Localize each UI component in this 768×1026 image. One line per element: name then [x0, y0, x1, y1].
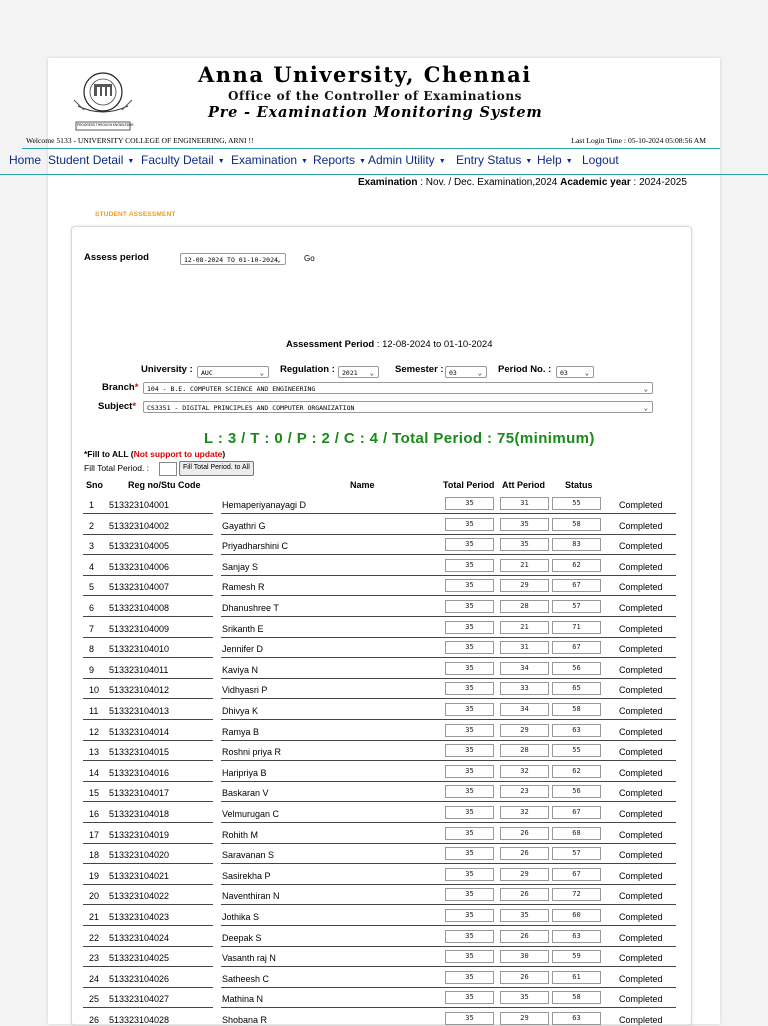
att-period-input[interactable]: 29 — [500, 868, 549, 881]
page-container — [9, 58, 720, 1025]
exam-info: Examination : Nov. / Dec. Examination,2024 Academic year : 2024-2025 — [358, 177, 687, 188]
row-name: Naventhiran N — [222, 891, 280, 902]
row-status: Completed — [619, 664, 663, 675]
table-row — [81, 824, 677, 844]
total-period-input[interactable]: 35 — [445, 703, 494, 716]
row-reg: 513323104002 — [109, 520, 170, 531]
table-row — [81, 968, 677, 988]
status-value-input[interactable]: 68 — [552, 827, 601, 840]
row-reg: 513323104027 — [109, 994, 170, 1005]
att-period-input[interactable]: 26 — [500, 847, 549, 860]
row-sno: 16 — [89, 809, 100, 819]
total-period-input[interactable]: 35 — [445, 559, 494, 572]
status-value-input[interactable]: 67 — [552, 641, 601, 654]
status-value-input[interactable]: 59 — [552, 950, 601, 963]
att-period-input[interactable]: 28 — [500, 744, 549, 757]
table-row — [81, 721, 677, 741]
status-value-input[interactable]: 62 — [552, 559, 601, 572]
status-value-input[interactable]: 62 — [552, 765, 601, 778]
total-period-input[interactable]: 35 — [445, 950, 494, 963]
row-status: Completed — [619, 870, 663, 881]
table-row — [81, 803, 677, 823]
total-period-input[interactable]: 35 — [445, 785, 494, 798]
semester-label: Semester : — [395, 364, 444, 375]
row-sno: 23 — [89, 953, 100, 964]
table-row — [81, 782, 677, 802]
att-period-input[interactable]: 29 — [500, 1012, 549, 1025]
status-value-input[interactable]: 71 — [552, 621, 601, 634]
row-status: Completed — [619, 726, 663, 737]
nav-entry-status[interactable]: Entry Status ▼ — [456, 153, 533, 167]
row-sno: 1 — [89, 500, 95, 510]
att-period-input[interactable]: 26 — [500, 888, 549, 901]
period-no-label: Period No. : — [498, 364, 552, 375]
row-sno: 13 — [89, 747, 100, 758]
table-row — [81, 927, 677, 947]
nav-admin-utility[interactable]: Admin Utility ▼ — [368, 153, 446, 167]
status-value-input[interactable]: 55 — [552, 744, 601, 757]
att-period-input[interactable]: 35 — [500, 909, 549, 922]
row-reg: 513323104016 — [109, 767, 170, 778]
system-title: Pre - Examination Monitoring System — [208, 104, 543, 121]
welcome-bar — [22, 134, 720, 149]
row-reg: 513323104009 — [109, 623, 170, 634]
row-reg: 513323104022 — [109, 891, 170, 902]
row-sno: 12 — [89, 726, 100, 737]
total-period-input[interactable]: 35 — [445, 1012, 494, 1025]
table-row — [81, 844, 677, 864]
fill-all-note: *Fill to ALL (Not support to update) — [84, 449, 226, 459]
row-name: Sanjay S — [222, 561, 259, 572]
row-name: Rohith M — [222, 829, 259, 840]
table-row — [81, 741, 677, 761]
row-sno: 7 — [89, 623, 95, 634]
row-sno: 9 — [89, 664, 95, 675]
header-status: Status — [565, 480, 593, 490]
row-status: Completed — [619, 706, 663, 716]
status-value-input[interactable]: 63 — [552, 1012, 601, 1025]
status-value-input[interactable]: 65 — [552, 682, 601, 695]
chevron-down-icon: ⌄ — [584, 369, 589, 377]
total-period-input[interactable]: 35 — [445, 497, 494, 510]
branch-label: Branch* — [102, 382, 139, 393]
total-period-input[interactable]: 35 — [445, 971, 494, 984]
table-row — [81, 865, 677, 885]
ltpc-summary: L : 3 / T : 0 / P : 2 / C : 4 / Total Period : 75(minimum) — [204, 430, 595, 447]
table-row — [81, 494, 677, 514]
att-period-input[interactable]: 35 — [500, 518, 549, 531]
row-name: Velmurugan C — [222, 809, 280, 819]
row-name: Shobana R — [222, 1015, 268, 1025]
row-name: Haripriya B — [222, 767, 267, 778]
fill-total-button[interactable]: Fill Total Period. to All — [179, 461, 254, 476]
row-reg: 513323104013 — [109, 706, 170, 716]
chevron-down-icon: ▼ — [359, 158, 366, 165]
assess-period-label: Assess period — [84, 252, 149, 263]
section-title: STUDENT ASSESSMENT — [95, 211, 176, 218]
row-status: Completed — [619, 829, 663, 840]
table-row — [81, 535, 677, 555]
att-period-input[interactable]: 34 — [500, 662, 549, 675]
header-att: Att Period — [502, 480, 546, 490]
period-no-select[interactable]: 03 ⌄ — [556, 366, 594, 378]
table-row — [81, 576, 677, 596]
last-login-text: Last Login Time : 05-10-2024 05:08:56 AM — [571, 136, 706, 145]
att-period-input[interactable]: 31 — [500, 641, 549, 654]
table-row — [81, 906, 677, 926]
total-period-input[interactable]: 35 — [445, 744, 494, 757]
row-sno: 17 — [89, 829, 100, 840]
status-value-input[interactable]: 63 — [552, 724, 601, 737]
row-name: Deepak S — [222, 932, 262, 943]
row-status: Completed — [619, 623, 663, 634]
semester-select[interactable]: 03 ⌄ — [445, 366, 487, 378]
total-period-input[interactable]: 35 — [445, 538, 494, 551]
total-period-input[interactable]: 35 — [445, 765, 494, 778]
status-value-input[interactable]: 56 — [552, 662, 601, 675]
table-row — [81, 597, 677, 617]
table-row — [81, 988, 677, 1008]
row-reg: 513323104012 — [109, 685, 170, 696]
row-name: Mathina N — [222, 994, 264, 1005]
assess-period-select[interactable]: 12-08-2024 TO 01-10-2024 ⌄ — [180, 253, 286, 265]
nav-reports[interactable]: Reports ▼ — [313, 153, 366, 167]
row-status: Completed — [619, 500, 663, 510]
table-row — [81, 885, 677, 905]
row-status: Completed — [619, 685, 663, 696]
chevron-down-icon: ▼ — [127, 158, 135, 165]
page-header — [26, 58, 720, 145]
att-period-input[interactable]: 29 — [500, 579, 549, 592]
table-row — [81, 659, 677, 679]
nav-examination[interactable]: Examination ▼ — [231, 153, 308, 167]
status-value-input[interactable]: 67 — [552, 868, 601, 881]
total-period-input[interactable]: 35 — [445, 991, 494, 1004]
att-period-input[interactable]: 32 — [500, 806, 549, 819]
total-period-input[interactable]: 35 — [445, 724, 494, 737]
row-sno: 21 — [89, 912, 100, 922]
row-name: Gayathri G — [222, 520, 266, 531]
status-value-input[interactable]: 56 — [552, 785, 601, 798]
total-period-input[interactable]: 35 — [445, 888, 494, 901]
row-status: Completed — [619, 582, 663, 593]
row-name: Dhivya K — [222, 706, 259, 716]
row-sno: 10 — [89, 685, 100, 696]
row-name: Priyadharshini C — [222, 541, 289, 552]
total-period-input[interactable]: 35 — [445, 868, 494, 881]
status-value-input[interactable]: 67 — [552, 579, 601, 592]
status-value-input[interactable]: 83 — [552, 538, 601, 551]
status-value-input[interactable]: 57 — [552, 600, 601, 613]
office-subtitle: Office of the Controller of Examinations — [228, 89, 523, 103]
status-value-input[interactable]: 61 — [552, 971, 601, 984]
att-period-input[interactable]: 35 — [500, 538, 549, 551]
table-row — [81, 638, 677, 658]
row-status: Completed — [619, 912, 663, 922]
chevron-down-icon: ▼ — [217, 158, 225, 165]
status-value-input[interactable]: 58 — [552, 991, 601, 1004]
chevron-down-icon: ⌄ — [643, 385, 648, 393]
row-reg: 513323104005 — [109, 541, 170, 552]
status-value-input[interactable]: 67 — [552, 806, 601, 819]
total-period-input[interactable]: 35 — [445, 930, 494, 943]
row-reg: 513323104011 — [109, 664, 169, 675]
row-sno: 4 — [89, 561, 95, 572]
fill-total-label: Fill Total Period. : — [84, 463, 150, 473]
row-sno: 11 — [89, 706, 99, 716]
row-status: Completed — [619, 891, 663, 902]
table-row — [81, 700, 677, 720]
status-value-input[interactable]: 72 — [552, 888, 601, 901]
subject-select[interactable]: CS3351 - DIGITAL PRINCIPLES AND COMPUTER ORGANIZATION ⌄ — [143, 401, 653, 413]
university-label: University : — [141, 364, 193, 375]
att-period-input[interactable]: 26 — [500, 827, 549, 840]
row-name: Baskaran V — [222, 788, 269, 799]
regulation-label: Regulation : — [280, 364, 335, 375]
row-sno: 26 — [89, 1015, 100, 1025]
att-period-input[interactable]: 33 — [500, 682, 549, 695]
status-value-input[interactable]: 55 — [552, 497, 601, 510]
table-row — [81, 556, 677, 576]
branch-select[interactable]: 104 - B.E. COMPUTER SCIENCE AND ENGINEERING ⌄ — [143, 382, 653, 394]
row-reg: 513323104008 — [109, 603, 170, 613]
chevron-down-icon: ⌄ — [276, 256, 281, 264]
chevron-down-icon: ▼ — [301, 158, 308, 165]
row-sno: 2 — [89, 520, 95, 531]
row-sno: 25 — [89, 994, 100, 1005]
total-period-input[interactable]: 35 — [445, 806, 494, 819]
table-row — [81, 1009, 677, 1026]
row-name: Jennifer D — [222, 644, 264, 655]
chevron-down-icon: ▼ — [438, 158, 446, 165]
table-row — [81, 947, 677, 967]
row-status: Completed — [619, 520, 663, 531]
row-reg: 513323104001 — [109, 500, 170, 510]
regulation-select[interactable]: 2021 ⌄ — [338, 366, 379, 378]
row-reg: 513323104014 — [109, 726, 170, 737]
chevron-down-icon: ⌄ — [259, 369, 264, 377]
att-period-input[interactable]: 23 — [500, 785, 549, 798]
row-status: Completed — [619, 541, 663, 552]
table-row — [81, 515, 677, 535]
row-reg: 513323104017 — [109, 788, 170, 799]
row-status: Completed — [619, 788, 663, 799]
att-period-input[interactable]: 31 — [500, 497, 549, 510]
row-status: Completed — [619, 973, 663, 984]
row-name: Saravanan S — [222, 850, 275, 861]
row-status: Completed — [619, 994, 663, 1005]
row-name: Jothika S — [222, 912, 260, 922]
row-sno: 15 — [89, 788, 100, 799]
row-reg: 513323104007 — [109, 582, 170, 593]
total-period-input[interactable]: 35 — [445, 662, 494, 675]
row-status: Completed — [619, 809, 663, 819]
row-sno: 19 — [89, 870, 100, 881]
row-name: Sasirekha P — [222, 870, 271, 881]
row-status: Completed — [619, 644, 663, 655]
assessment-panel — [71, 226, 692, 1026]
nav-home[interactable]: Home — [9, 153, 42, 167]
att-period-input[interactable]: 32 — [500, 765, 549, 778]
row-status: Completed — [619, 603, 663, 613]
nav-help[interactable]: Help ▼ — [537, 153, 573, 167]
header-name: Name — [350, 480, 375, 490]
row-reg: 513323104025 — [109, 953, 170, 964]
row-reg: 513323104015 — [109, 747, 170, 758]
row-status: Completed — [619, 953, 663, 964]
row-status: Completed — [619, 747, 663, 758]
subject-label: Subject* — [98, 401, 137, 412]
row-name: Srikanth E — [222, 623, 264, 634]
row-reg: 513323104024 — [109, 932, 170, 943]
row-sno: 22 — [89, 932, 100, 943]
total-period-input[interactable]: 35 — [445, 600, 494, 613]
table-row — [81, 618, 677, 638]
header-reg: Reg no/Stu Code — [128, 480, 201, 490]
att-period-input[interactable]: 21 — [500, 559, 549, 572]
total-period-input[interactable]: 35 — [445, 579, 494, 592]
row-reg: 513323104023 — [109, 912, 170, 922]
table-row — [81, 679, 677, 699]
nav-logout[interactable]: Logout — [582, 153, 619, 167]
welcome-text: Welcome 5133 - UNIVERSITY COLLEGE OF ENGINEERING, ARNI !! — [26, 136, 254, 145]
status-value-input[interactable]: 63 — [552, 930, 601, 943]
total-period-input[interactable]: 35 — [445, 909, 494, 922]
status-value-input[interactable]: 58 — [552, 518, 601, 531]
university-select[interactable]: AUC ⌄ — [197, 366, 269, 378]
att-period-input[interactable]: 26 — [500, 930, 549, 943]
assessment-period-line: Assessment Period : 12-08-2024 to 01-10-2024 — [286, 339, 493, 350]
row-reg: 513323104020 — [109, 850, 170, 861]
total-period-input[interactable]: 35 — [445, 621, 494, 634]
row-reg: 513323104021 — [109, 870, 170, 881]
row-name: Kaviya N — [222, 664, 259, 675]
total-period-input[interactable]: 35 — [445, 641, 494, 654]
att-period-input[interactable]: 34 — [500, 703, 549, 716]
header-sno: Sno — [86, 480, 103, 490]
row-name: Ramya B — [222, 726, 260, 737]
chevron-down-icon: ▼ — [565, 158, 573, 165]
main-nav — [0, 150, 768, 175]
total-period-input[interactable]: 35 — [445, 682, 494, 695]
total-period-input[interactable]: 35 — [445, 827, 494, 840]
att-period-input[interactable]: 21 — [500, 621, 549, 634]
row-status: Completed — [619, 850, 663, 861]
total-period-input[interactable]: 35 — [445, 847, 494, 860]
row-name: Vasanth raj N — [222, 953, 276, 964]
row-name: Vidhyasri P — [222, 685, 268, 696]
chevron-down-icon: ⌄ — [643, 404, 648, 412]
status-value-input[interactable]: 60 — [552, 909, 601, 922]
row-sno: 20 — [89, 891, 100, 902]
chevron-down-icon: ⌄ — [477, 369, 482, 377]
row-sno: 8 — [89, 644, 95, 655]
table-row — [81, 762, 677, 782]
status-value-input[interactable]: 58 — [552, 703, 601, 716]
total-period-input[interactable]: 35 — [445, 518, 494, 531]
row-reg: 513323104026 — [109, 973, 170, 984]
att-period-input[interactable]: 29 — [500, 724, 549, 737]
row-status: Completed — [619, 1015, 663, 1025]
row-reg: 513323104019 — [109, 829, 170, 840]
row-name: Dhanushree T — [222, 603, 279, 613]
go-link[interactable]: Go — [304, 254, 315, 263]
row-status: Completed — [619, 767, 663, 778]
fill-total-input[interactable] — [159, 462, 177, 476]
row-reg: 513323104006 — [109, 561, 170, 572]
row-status: Completed — [619, 932, 663, 943]
university-title: Anna University, Chennai — [198, 62, 532, 87]
row-sno: 3 — [89, 541, 95, 552]
status-value-input[interactable]: 57 — [552, 847, 601, 860]
row-name: Hemaperiyanayagi D — [222, 500, 307, 510]
nav-student-detail[interactable]: Student Detail ▼ — [48, 153, 135, 167]
row-status: Completed — [619, 561, 663, 572]
att-period-input[interactable]: 26 — [500, 971, 549, 984]
row-reg: 513323104018 — [109, 809, 170, 819]
chevron-down-icon: ⌄ — [369, 369, 374, 377]
row-name: Ramesh R — [222, 582, 265, 593]
row-reg: 513323104010 — [109, 644, 170, 655]
row-sno: 14 — [89, 767, 100, 778]
row-sno: 5 — [89, 582, 95, 593]
att-period-input[interactable]: 35 — [500, 991, 549, 1004]
nav-faculty-detail[interactable]: Faculty Detail ▼ — [141, 153, 225, 167]
university-logo: PROGRESS THROUGH KNOWLEDGE — [70, 70, 136, 132]
chevron-down-icon: ▼ — [525, 158, 533, 165]
att-period-input[interactable]: 28 — [500, 600, 549, 613]
row-sno: 18 — [89, 850, 100, 861]
row-sno: 6 — [89, 603, 95, 613]
header-total: Total Period — [443, 480, 495, 490]
row-name: Satheesh C — [222, 973, 270, 984]
row-reg: 513323104028 — [109, 1015, 170, 1025]
row-sno: 24 — [89, 973, 100, 984]
row-name: Roshni priya R — [222, 747, 282, 758]
att-period-input[interactable]: 30 — [500, 950, 549, 963]
